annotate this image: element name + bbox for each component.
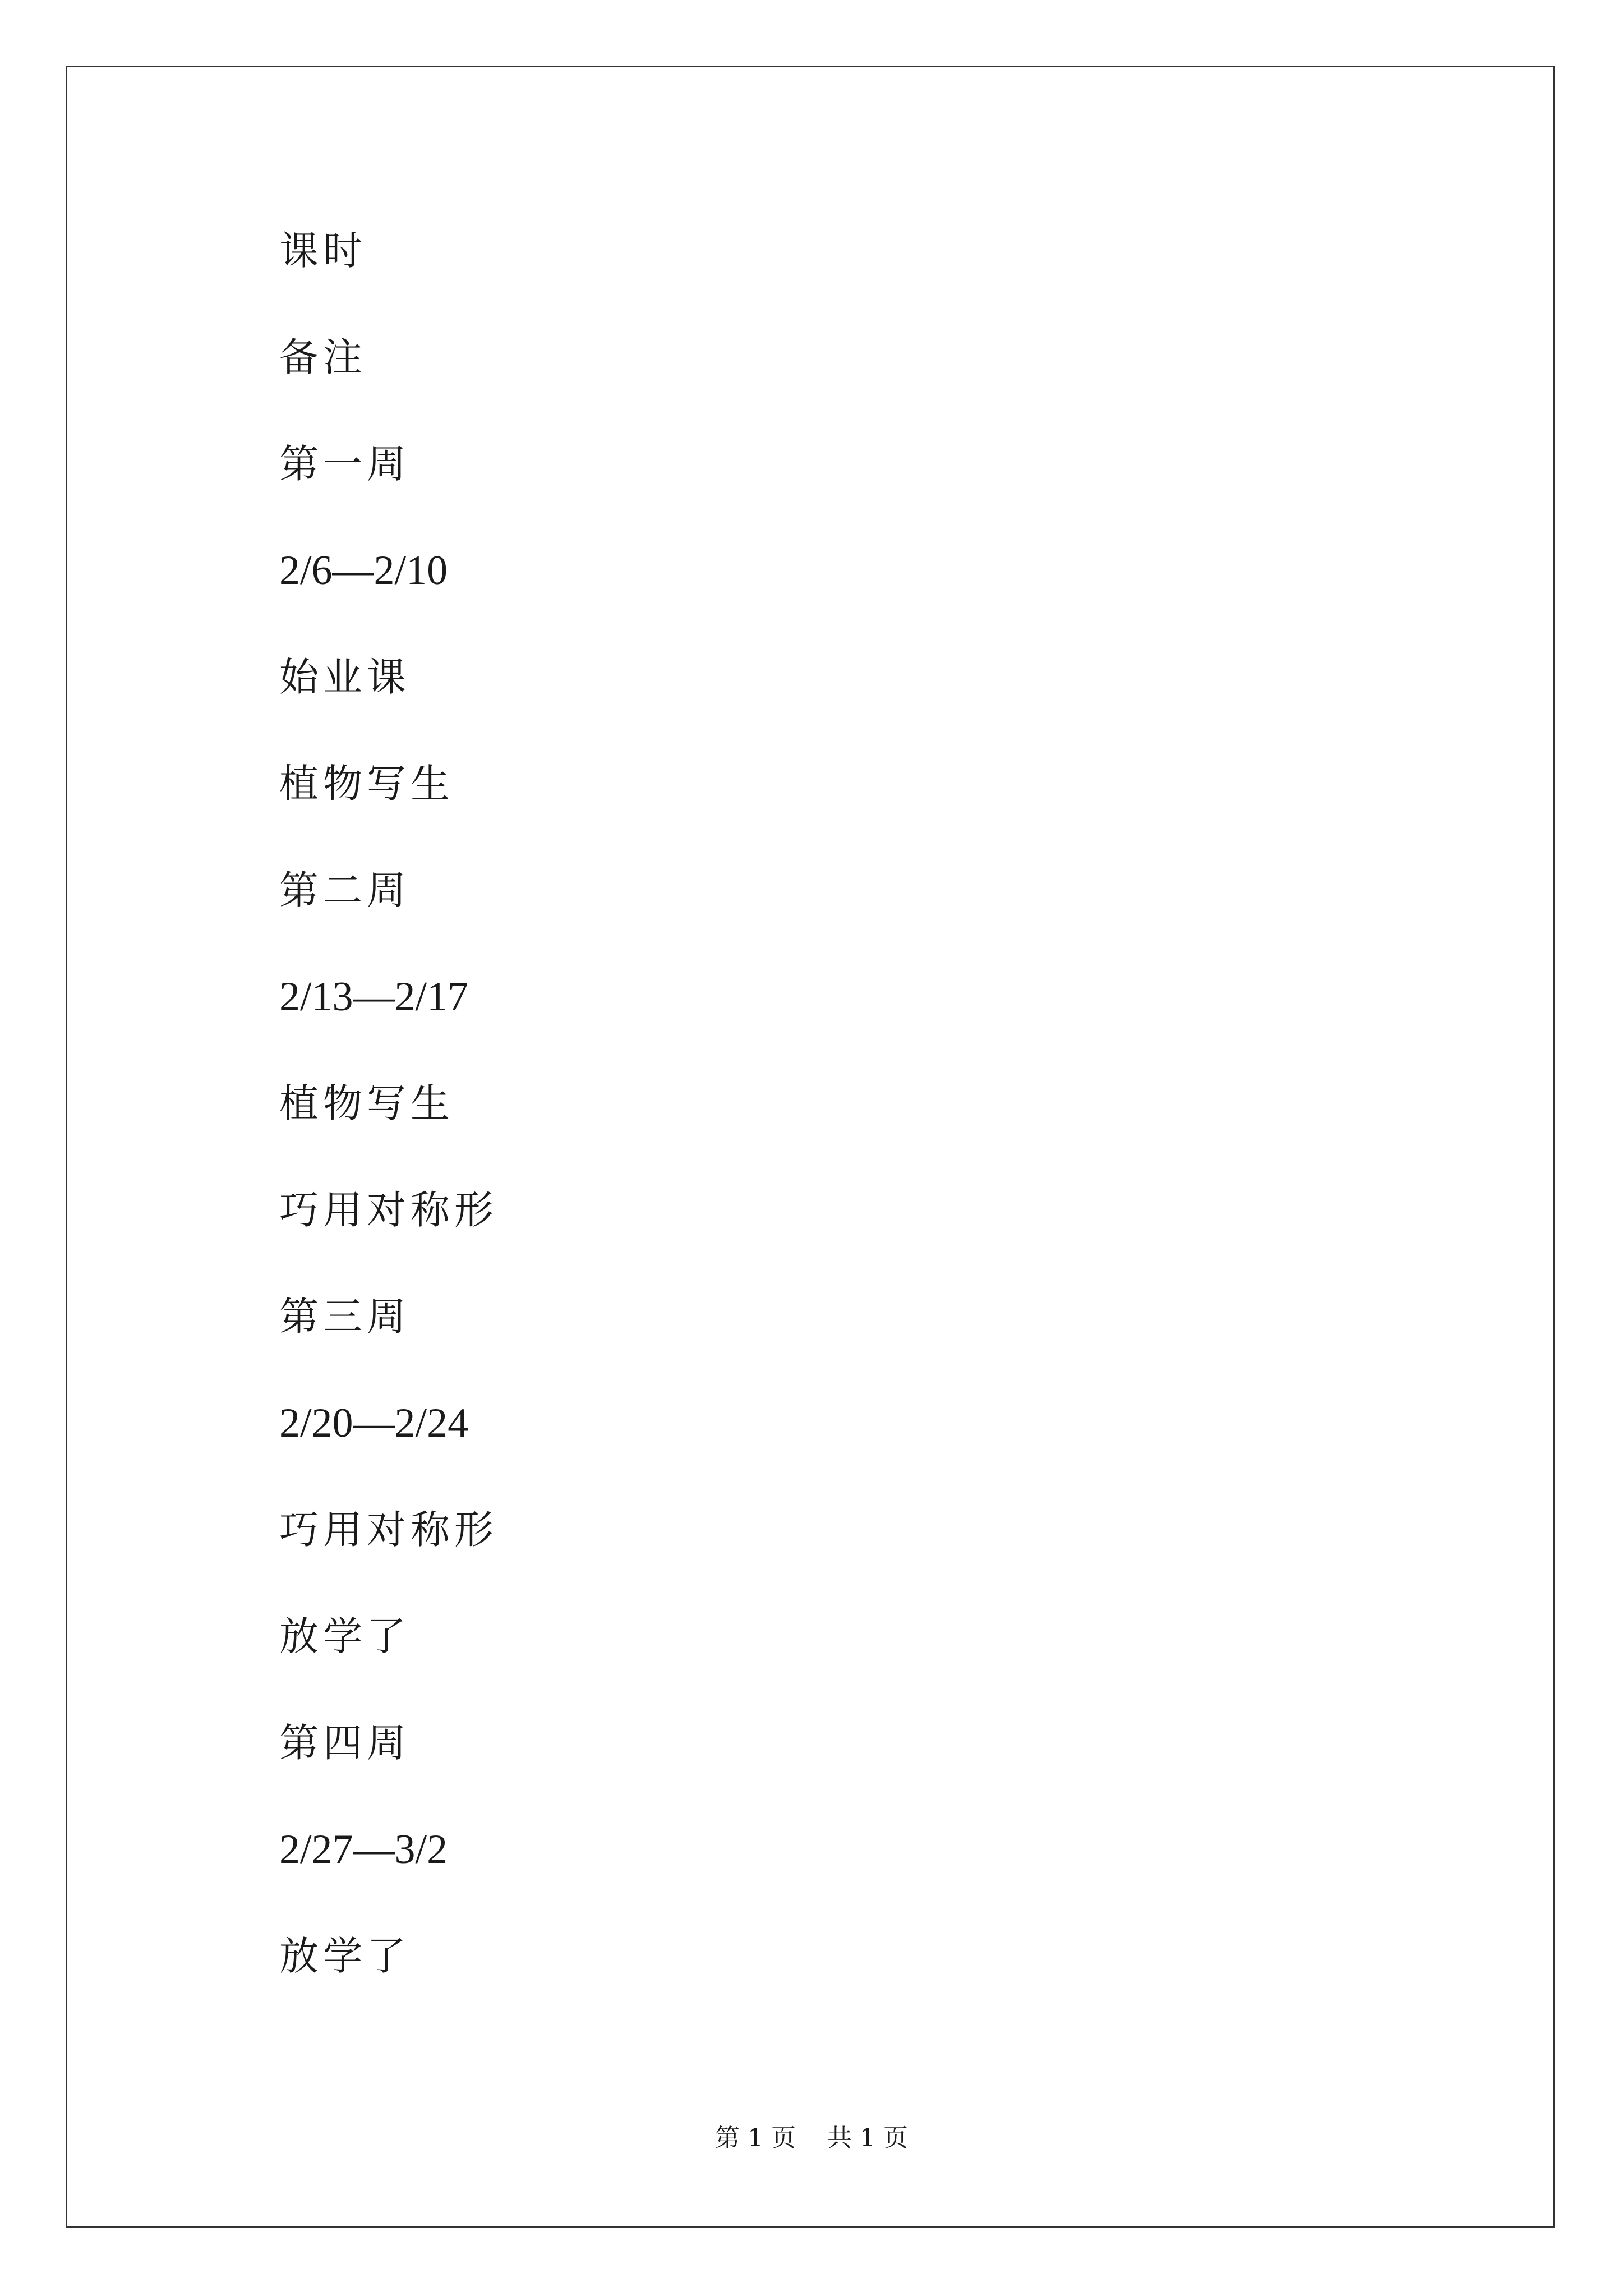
page-total: 共 1 页 [827,2124,908,2152]
line-lesson: 放学了 [279,1613,411,1659]
line-lesson: 始业课 [279,654,411,700]
line-remarks: 备注 [279,334,367,380]
line-week-1-dates: 2/6—2/10 [279,547,448,593]
line-week-2-dates: 2/13—2/17 [279,974,469,1020]
line-week-4: 第四周 [279,1720,411,1766]
line-week-3-dates: 2/20—2/24 [279,1400,469,1446]
line-week-1: 第一周 [279,441,411,487]
line-week-2: 第二周 [279,867,411,913]
line-week-3: 第三周 [279,1294,411,1340]
line-lesson: 植物写生 [279,1080,454,1126]
line-lesson: 巧用对称形 [279,1187,498,1233]
line-lesson-hours: 课时 [279,228,367,274]
line-lesson: 放学了 [279,1933,411,1979]
page-number: 第 1 页 [715,2124,796,2152]
line-lesson: 植物写生 [279,761,454,807]
page-footer [0,2122,1623,2155]
line-lesson: 巧用对称形 [279,1507,498,1553]
line-week-4-dates: 2/27—3/2 [279,1826,448,1872]
